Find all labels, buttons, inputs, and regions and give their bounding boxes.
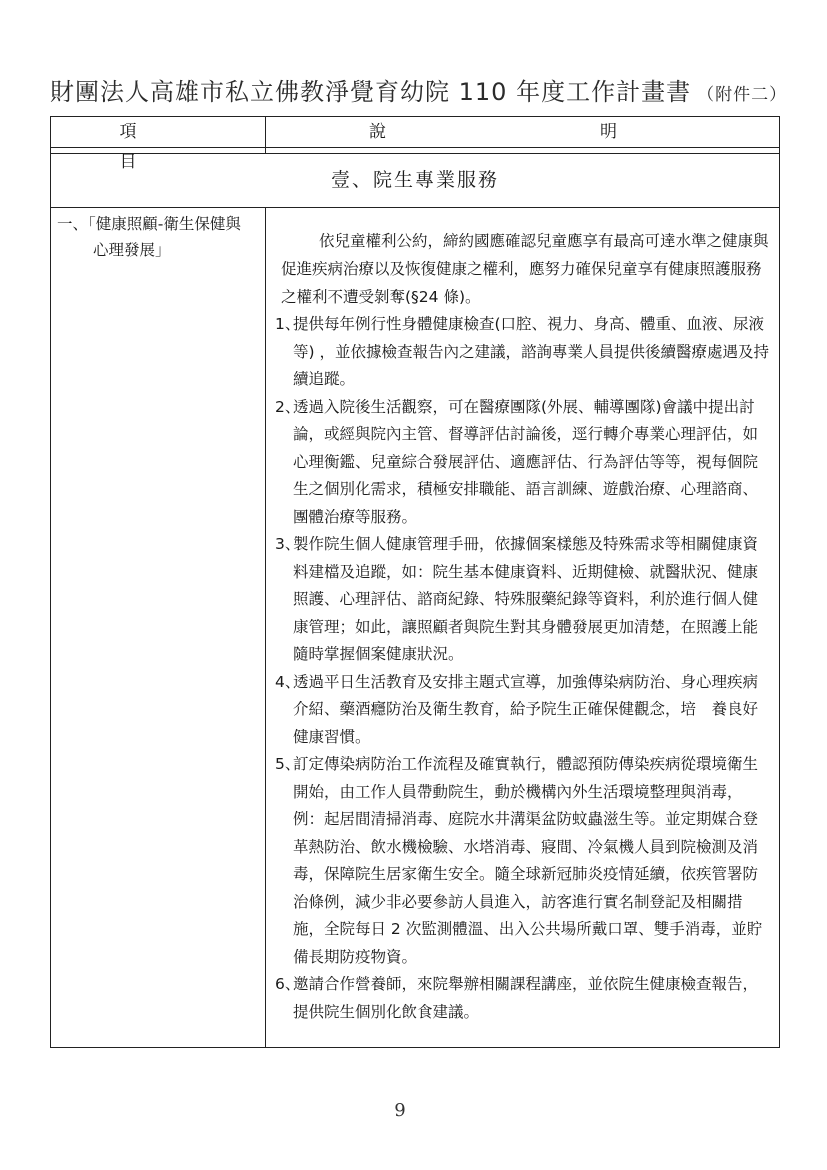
title-text: 財團法人高雄市私立佛教淨覺育幼院 110 年度工作計畫書 bbox=[50, 78, 692, 106]
item-title-line1: 一、「健康照顧-衛生保健與 bbox=[57, 215, 241, 233]
point-text: 訂定傳染病防治工作流程及確實執行，體認預防傳染疾病從環境衛生開始，由工作人員帶動院生，動於機構內外生活環境整理與消毒，例：起居間清掃消毒、庭院水井溝渠盆防蚊蟲滋生等。並定期媒合登革熱防治、飲水機檢驗、水塔消毒、寢間、冷氣機人員到院檢測及消毒，保障院生居家衛生安全。隨全球新冠肺炎疫情延續，依疾管署防治條例，減少非必要參訪人員進入，訪客進行實名制登記及相關措施，全院每日 2 次監測體溫、出入公共場所戴口罩、雙手消毒，並貯備長期防疫物資。 bbox=[293, 755, 763, 966]
point-text: 透過平日生活教育及安排主題式宣導，加強傳染病防治、身心理疾病介紹、藥酒癮防治及衛生教育，給予院生正確保健觀念，培 養良好健康習慣。 bbox=[293, 672, 759, 746]
document-title bbox=[50, 72, 790, 106]
description-cell bbox=[273, 227, 773, 1026]
point-text: 提供每年例行性身體健康檢查(口腔、視力、身高、體重、血液、尿液等) ，並依據檢查報告內之建議，諮詢專業人員提供後續醫療處遇及持續追蹤。 bbox=[293, 315, 769, 388]
point-text: 透過入院後生活觀察，可在醫療團隊(外展、輔導團隊)會議中提出討論，或經與院內主管、督導評估討論後，逕行轉介專業心理評估，如心理衡鑑、兒童綜合發展評估、適應評估、行為評估等等，視每個院生之個別化需求，積極安排職能、語言訓練、遊戲治療、心理諮商、團體治療等服務。 bbox=[293, 397, 759, 526]
point-number: 6、 bbox=[275, 975, 301, 993]
list-item bbox=[273, 394, 773, 532]
point-number: 5、 bbox=[275, 755, 301, 773]
body-column-divider bbox=[265, 207, 266, 1047]
list-item bbox=[273, 971, 773, 1026]
list-item bbox=[273, 751, 773, 971]
item-cell bbox=[57, 211, 267, 263]
points-list bbox=[273, 311, 773, 1026]
item-title-line2: 心理發展」 bbox=[93, 241, 171, 259]
list-item bbox=[273, 531, 773, 669]
list-item bbox=[273, 311, 773, 394]
point-number: 3、 bbox=[275, 535, 301, 553]
point-number: 1、 bbox=[275, 315, 301, 333]
column-header-item: 項 目 bbox=[119, 122, 351, 172]
point-number: 4、 bbox=[275, 672, 301, 691]
point-text: 邀請合作營養師，來院舉辦相關課程講座，並依院生健康檢查報告，提供院生個別化飲食建議。 bbox=[293, 975, 759, 1021]
point-number: 2、 bbox=[275, 397, 301, 416]
section-divider bbox=[51, 207, 779, 208]
plan-table bbox=[50, 116, 780, 1048]
attachment-label: （附件二） bbox=[697, 85, 788, 105]
column-header-description: 說 明 bbox=[369, 122, 677, 142]
point-text: 製作院生個人健康管理手冊，依據個案樣態及特殊需求等相關健康資料建檔及追蹤，如：院生基本健康資料、近期健檢、就醫狀況、健康照護、心理評估、諮商紀錄、特殊服藥紀錄等資料，利於進行個人健康管理；如此，讓照顧者與院生對其身體發展更加清楚，在照護上能隨時掌握個案健康狀況。 bbox=[293, 535, 759, 663]
page-number: 9 bbox=[394, 1100, 406, 1121]
section-title: 壹、院生專業服務 bbox=[330, 169, 499, 191]
intro-paragraph: 依兒童權利公約，締約國應確認兒童應享有最高可達水準之健康與促進疾病治療以及恢復健康之權利，應努力確保兒童享有健康照護服務之權利不遭受剝奪(§24 條)。 bbox=[281, 232, 769, 306]
list-item bbox=[273, 669, 773, 752]
